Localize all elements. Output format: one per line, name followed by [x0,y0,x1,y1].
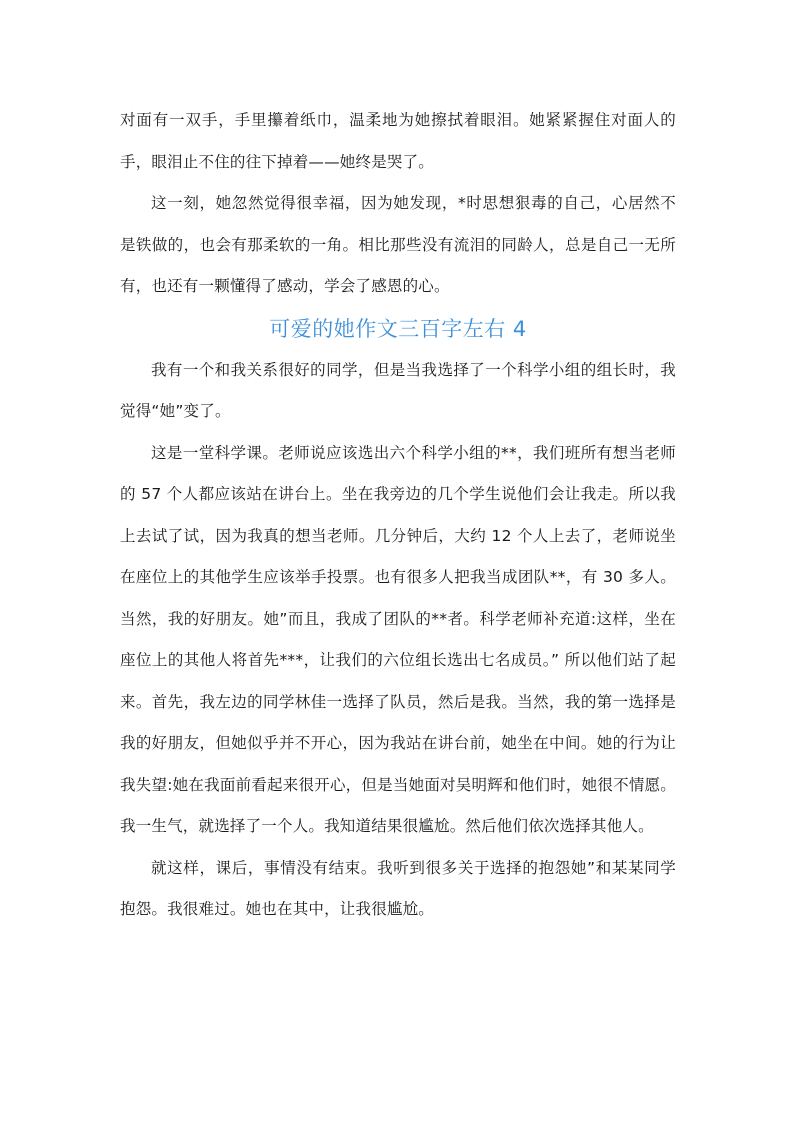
section-title: 可爱的她作文三百字左右 4 [269,316,527,341]
paragraph: 我有一个和我关系很好的同学，但是当我选择了一个科学小组的组长时，我觉得“她”变了。 [120,360,676,420]
paragraph-continued: 对面有一双手，手里攥着纸巾，温柔地为她擦拭着眼泪。她紧紧握住对面人的手，眼泪止不住的往下掉着——她终是哭了。 [120,111,676,171]
paragraph: 这一刻，她忽然觉得很幸福，因为她发现，*时思想狠毒的自己，心居然不是铁做的，也会有那柔软的一角。相比那些没有流泪的同龄人，总是自己一无所有，也还有一颗懂得了感动，学会了感恩的心。 [120,194,676,295]
document-body [120,100,676,931]
paragraph: 就这样，课后，事情没有结束。我听到很多关于选择的抱怨她”和某某同学抱怨。我很难过。她也在其中，让我很尴尬。 [120,858,676,918]
paragraph: 这是一堂科学课。老师说应该选出六个科学小组的**，我们班所有想当老师的 57 个人都应该站在讲台上。坐在我旁边的几个学生说他们会让我走。所以我上去试了试，因为我真的想当老师。几分钟后，大约 12 个人上去了，老师说坐在座位上的其他学生应该举手投票。也有很多人把我当成团队**，有 30 多人。当然，我的好朋友。她”而且，我成了团队的**者。科学老师补充道:这样，坐在座位上的其他人将首先***，让我们的六位组长选出七名成员。” 所以他们站了起来。首先，我左边的同学林佳一选择了队员，然后是我。当然，我的第一选择是我的好朋友，但她似乎并不开心，因为我站在讲台前，她坐在中间。她的行为让我失望:她在我面前看起来很开心，但是当她面对吴明辉和他们时，她很不情愿。我一生气，就选择了一个人。我知道结果很尴尬。然后他们依次选择其他人。 [120,443,676,835]
